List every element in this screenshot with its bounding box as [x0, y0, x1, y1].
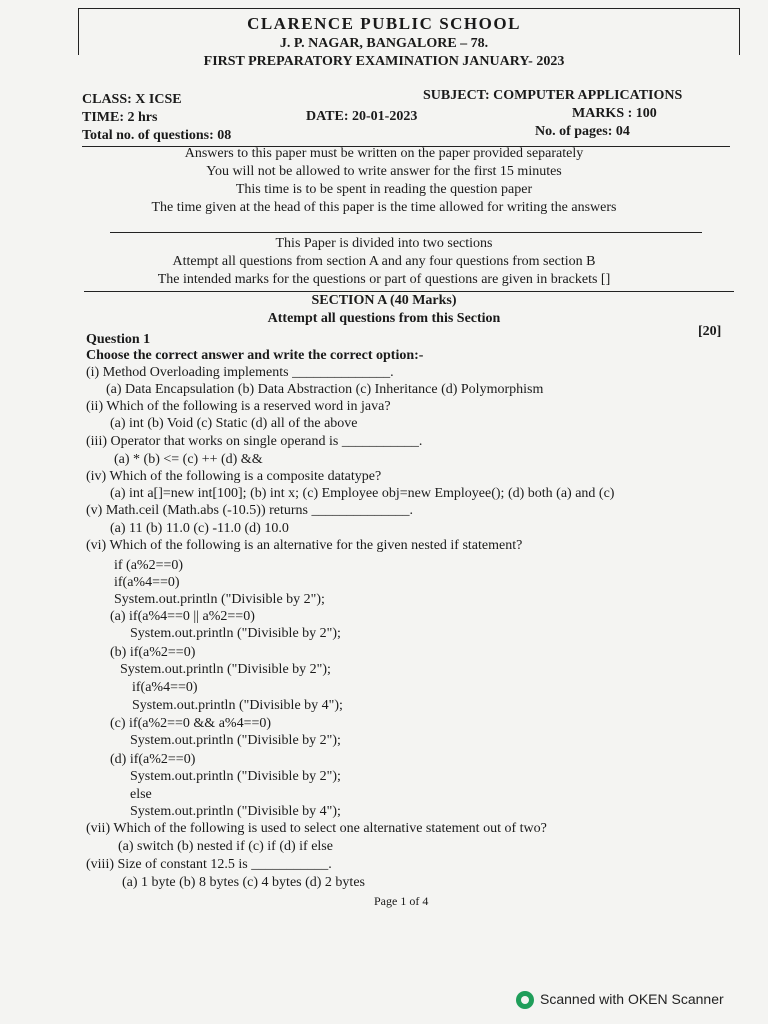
option-line: (a) switch (b) nested if (c) if (d) if else: [118, 839, 333, 854]
option-line: (a) int a[]=new int[100]; (b) int x; (c) Employee obj=new Employee(); (d) both (a) and (c): [110, 486, 615, 501]
instruction-line: This time is to be spent in reading the question paper: [235, 182, 533, 197]
scanner-watermark: [516, 990, 766, 1012]
division-line: This Paper is divided into two sections: [275, 236, 493, 251]
code-line: System.out.println ("Divisible by 2");: [120, 662, 331, 677]
option-line: (c) if(a%2==0 && a%4==0): [110, 716, 272, 731]
option-line: (d) if(a%2==0): [110, 752, 196, 767]
exam-title: FIRST PREPARATORY EXAMINATION JANUARY- 2023: [203, 54, 565, 69]
question-line: (ii) Which of the following is a reserved word in java?: [86, 399, 391, 414]
option-line: (a) * (b) <= (c) ++ (d) &&: [114, 452, 263, 467]
code-line: System.out.println ("Divisible by 2");: [114, 592, 325, 607]
code-line: System.out.println ("Divisible by 4");: [132, 698, 343, 713]
instruction-line: Answers to this paper must be written on the paper provided separately: [184, 146, 584, 161]
section-title: SECTION A (40 Marks): [311, 293, 457, 308]
question-line: (iii) Operator that works on single operand is ___________.: [86, 434, 423, 449]
option-line: (a) Data Encapsulation (b) Data Abstraction (c) Inheritance (d) Polymorphism: [106, 382, 544, 397]
option-line: (a) 11 (b) 11.0 (c) -11.0 (d) 10.0: [110, 521, 289, 536]
instruction-divider: [110, 232, 702, 233]
page-number: Page 1 of 4: [374, 894, 429, 908]
section-divider: [84, 291, 734, 292]
question-title: Question 1: [86, 332, 151, 347]
scanner-logo-icon: [516, 991, 534, 1009]
class-label: CLASS: X ICSE: [82, 92, 182, 107]
school-name: CLARENCE PUBLIC SCHOOL: [247, 14, 521, 33]
question-marks: [20]: [698, 324, 722, 339]
question-line: (viii) Size of constant 12.5 is ___________.: [86, 857, 332, 872]
question-line: (v) Math.ceil (Math.abs (-10.5)) returns ______________.: [86, 503, 413, 518]
question-line: (vii) Which of the following is used to select one alternative statement out of two?: [86, 821, 547, 836]
code-line: if (a%2==0): [114, 558, 184, 573]
question-instruction: Choose the correct answer and write the correct option:-: [86, 348, 424, 363]
school-address: J. P. NAGAR, BANGALORE – 78.: [279, 36, 489, 51]
option-line: (a) if(a%4==0 || a%2==0): [110, 609, 255, 624]
option-line: (a) 1 byte (b) 8 bytes (c) 4 bytes (d) 2 bytes: [122, 875, 365, 890]
option-line: (b) if(a%2==0): [110, 645, 196, 660]
code-line: if(a%4==0): [114, 575, 180, 590]
code-line: System.out.println ("Divisible by 4");: [130, 804, 341, 819]
question-line: (vi) Which of the following is an alternative for the given nested if statement?: [86, 538, 523, 553]
option-line: (a) int (b) Void (c) Static (d) all of the above: [110, 416, 358, 431]
subject-label: SUBJECT: COMPUTER APPLICATIONS: [423, 88, 683, 103]
division-line: The intended marks for the questions or part of questions are given in brackets []: [157, 272, 611, 287]
pages-label: No. of pages: 04: [535, 124, 630, 139]
instruction-line: You will not be allowed to write answer for the first 15 minutes: [206, 164, 562, 179]
code-line: if(a%4==0): [132, 680, 198, 695]
question-line: (i) Method Overloading implements ______________.: [86, 365, 394, 380]
code-line: else: [130, 787, 152, 802]
question-line: (iv) Which of the following is a composite datatype?: [86, 469, 382, 484]
division-line: Attempt all questions from section A and any four questions from section B: [172, 254, 596, 269]
instruction-line: The time given at the head of this paper is the time allowed for writing the answers: [151, 200, 617, 215]
section-subtitle: Attempt all questions from this Section: [267, 311, 501, 326]
code-line: System.out.println ("Divisible by 2");: [130, 769, 341, 784]
total-questions-label: Total no. of questions: 08: [82, 128, 232, 143]
scanner-text: Scanned with OKEN Scanner: [540, 991, 724, 1007]
date-label: DATE: 20-01-2023: [306, 109, 418, 124]
time-label: TIME: 2 hrs: [82, 110, 158, 125]
code-line: System.out.println ("Divisible by 2");: [130, 733, 341, 748]
marks-label: MARKS : 100: [572, 106, 657, 121]
code-line: System.out.println ("Divisible by 2");: [130, 626, 341, 641]
